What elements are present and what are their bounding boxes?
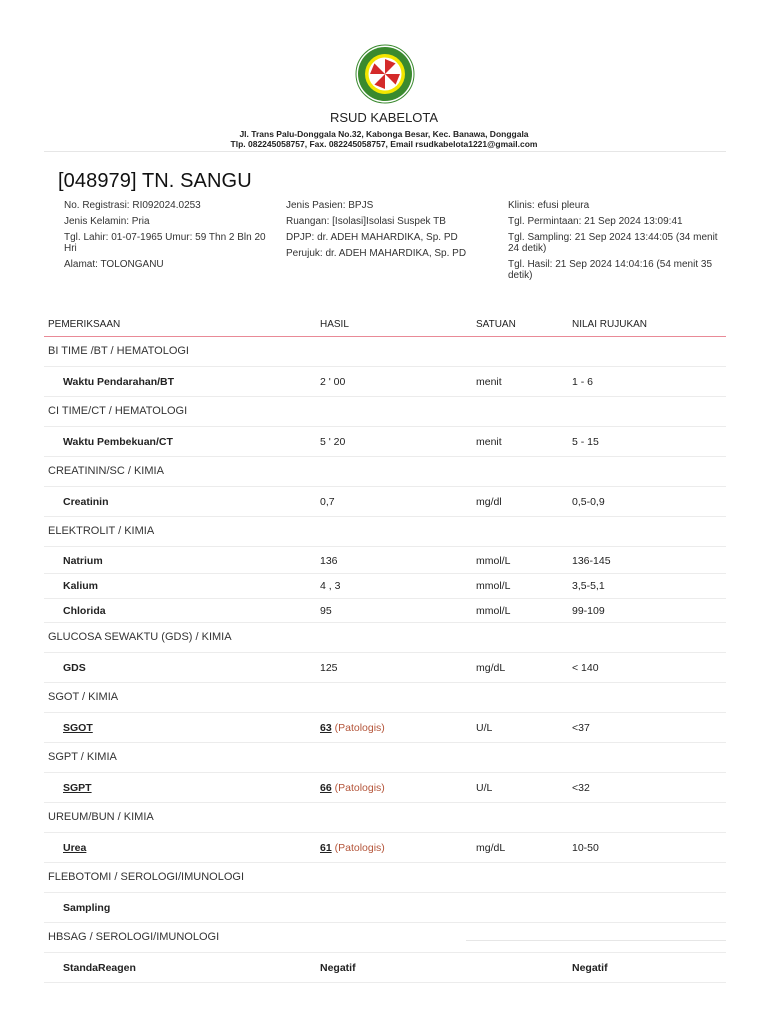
test-reference: 136-145: [572, 555, 611, 567]
category-row: [44, 517, 726, 547]
header-examination: PEMERIKSAAN: [48, 319, 121, 330]
header-unit: SATUAN: [476, 319, 516, 330]
test-name: SGOT: [63, 722, 93, 734]
category-label: GLUCOSA SEWAKTU (GDS) / KIMIA: [48, 631, 232, 643]
category-row: [44, 803, 726, 833]
category-row: [44, 397, 726, 427]
category-label: SGPT / KIMIA: [48, 751, 117, 763]
table-row: [44, 713, 726, 743]
test-reference: <32: [572, 782, 590, 794]
test-name: Natrium: [63, 555, 103, 567]
category-row: [44, 683, 726, 713]
test-unit: mmol/L: [476, 604, 511, 617]
test-unit: menit: [476, 376, 502, 388]
test-unit: mg/dL: [476, 842, 506, 854]
result-date: Tgl. Hasil: 21 Sep 2024 14:04:16 (54 menit 35 detik): [508, 259, 713, 281]
patient-type: Jenis Pasien: BPJS: [286, 200, 374, 211]
test-value: 0,7: [320, 496, 335, 508]
address-line: Jl. Trans Palu-Donggala No.32, Kabonga Besar, Kec. Banawa, Donggala: [239, 129, 529, 139]
test-unit: U/L: [476, 722, 493, 734]
test-reference: 5 - 15: [572, 436, 599, 448]
table-row: [44, 953, 726, 983]
test-value: 63: [320, 722, 332, 734]
hospital-logo: [355, 44, 415, 104]
category-row: [44, 337, 726, 367]
category-label: ELEKTROLIT / KIMIA: [48, 525, 155, 537]
table-row: [44, 833, 726, 863]
test-value: 125: [320, 662, 338, 674]
category-row: [44, 923, 726, 953]
test-name: Chlorida: [63, 604, 106, 617]
category-label: CREATININ/SC / KIMIA: [48, 465, 164, 477]
test-result: [320, 782, 385, 794]
test-value: 4 , 3: [320, 580, 341, 592]
category-label: UREUM/BUN / KIMIA: [48, 811, 154, 823]
test-result: [320, 722, 385, 734]
table-row: [44, 574, 726, 599]
test-reference: 10-50: [572, 842, 599, 854]
table-row: [44, 487, 726, 517]
address: Alamat: TOLONGANU: [64, 259, 164, 270]
referrer: Perujuk: dr. ADEH MAHARDIKA, Sp. PD: [286, 248, 467, 259]
patient-info-col-1: [64, 200, 269, 275]
results-table: [44, 313, 726, 983]
table-header: [44, 313, 726, 337]
gender: Jenis Kelamin: Pria: [64, 216, 150, 227]
test-name: Creatinin: [63, 496, 109, 508]
test-value: 66: [320, 782, 332, 794]
test-result: [320, 842, 385, 854]
test-unit: mg/dl: [476, 496, 502, 508]
hospital-name: RSUD KABELOTA: [329, 110, 439, 125]
category-label: HBSAG / SEROLOGI/IMUNOLOGI: [48, 931, 220, 943]
table-row: [44, 547, 726, 574]
test-name: Sampling: [63, 902, 111, 914]
hospital-logo-icon: [355, 44, 415, 104]
test-value: Negatif: [320, 962, 356, 974]
test-unit: mmol/L: [476, 555, 511, 567]
patient-title: [048979] TN. SANGU: [58, 170, 252, 192]
dpjp: DPJP: dr. ADEH MAHARDIKA, Sp. PD: [286, 232, 458, 243]
pathology-flag: (Patologis): [334, 782, 385, 794]
test-value: 136: [320, 555, 338, 567]
category-label: BI TIME /BT / HEMATOLOGI: [48, 345, 189, 357]
category-label: FLEBOTOMI / SEROLOGI/IMUNOLOGI: [48, 871, 244, 883]
category-label: CI TIME/CT / HEMATOLOGI: [48, 405, 188, 417]
test-reference: 1 - 6: [572, 376, 594, 388]
test-reference: 99-109: [572, 604, 605, 617]
test-reference: < 140: [572, 662, 599, 674]
test-name: SGPT: [63, 782, 92, 794]
patient-info-col-3: [508, 200, 723, 286]
category-row: [44, 623, 726, 653]
test-name: Kalium: [63, 580, 99, 592]
test-unit: mg/dL: [476, 662, 506, 674]
category-label: SGOT / KIMIA: [48, 691, 119, 703]
category-row: [44, 743, 726, 773]
contact-line: Tlp. 082245058757, Fax. 082245058757, Email rsudkabelota1221@gmail.com: [230, 139, 538, 149]
test-name: StandaReagen: [63, 962, 136, 974]
birth-date-age: Tgl. Lahir: 01-07-1965 Umur: 59 Thn 2 Bln 20 Hri: [64, 232, 266, 254]
table-row: [44, 427, 726, 457]
test-name: Waktu Pembekuan/CT: [63, 436, 173, 448]
header-result: HASIL: [320, 319, 349, 330]
test-reference: 3,5-5,1: [572, 580, 605, 592]
test-unit: menit: [476, 436, 502, 448]
test-name: GDS: [63, 662, 86, 674]
sampling-date: Tgl. Sampling: 21 Sep 2024 13:44:05 (34 menit 24 detik): [508, 232, 718, 254]
test-value: 5 ' 20: [320, 436, 346, 448]
patient-info-col-2: [286, 200, 491, 264]
test-unit: U/L: [476, 782, 493, 794]
footer-divider: [466, 940, 726, 941]
header-reference: NILAI RUJUKAN: [572, 319, 648, 330]
test-unit: mmol/L: [476, 580, 511, 592]
table-row: [44, 367, 726, 397]
request-date: Tgl. Permintaan: 21 Sep 2024 13:09:41: [508, 216, 683, 227]
test-value: 95: [320, 604, 332, 617]
table-row: [44, 893, 726, 923]
pathology-flag: (Patologis): [334, 722, 385, 734]
table-row: [44, 653, 726, 683]
test-reference: Negatif: [572, 962, 608, 974]
table-row: [44, 773, 726, 803]
registration-number: No. Registrasi: RI092024.0253: [64, 200, 201, 211]
test-value: 2 ' 00: [320, 376, 346, 388]
test-reference: <37: [572, 722, 590, 734]
category-row: [44, 863, 726, 893]
pathology-flag: (Patologis): [334, 842, 385, 854]
test-name: Waktu Pendarahan/BT: [63, 376, 175, 388]
test-reference: 0,5-0,9: [572, 496, 605, 508]
category-row: [44, 457, 726, 487]
header-divider: [44, 151, 726, 152]
room: Ruangan: [Isolasi]Isolasi Suspek TB: [286, 216, 446, 227]
clinical-note: Klinis: efusi pleura: [508, 200, 590, 211]
table-row: [44, 599, 726, 624]
hospital-address: [0, 129, 768, 149]
test-name: Urea: [63, 842, 87, 854]
test-value: 61: [320, 842, 332, 854]
